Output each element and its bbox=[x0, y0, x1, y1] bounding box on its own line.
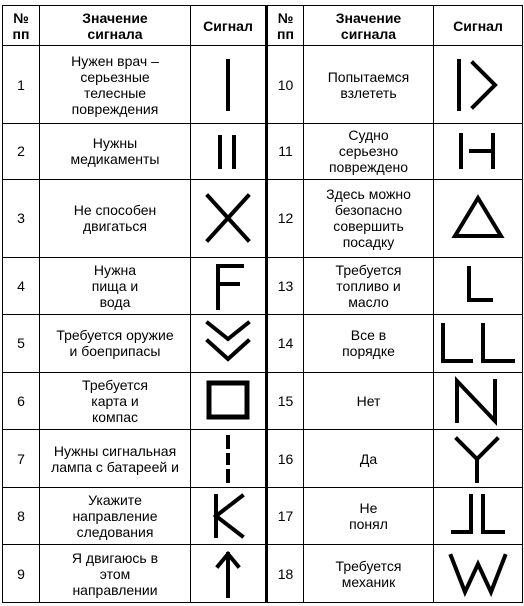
row-num: 12 bbox=[267, 179, 304, 257]
header-meaning-left: Значение сигнала bbox=[40, 6, 191, 46]
header-signal-left: Сигнал bbox=[191, 6, 267, 46]
header-signal-right: Сигнал bbox=[434, 6, 523, 46]
row-meaning: Нет bbox=[304, 372, 434, 430]
row-num: 9 bbox=[3, 545, 40, 603]
double-vertical-line-icon bbox=[191, 124, 267, 180]
row-meaning: Здесь можно безопасно совершить посадку bbox=[304, 179, 434, 257]
letter-k-icon bbox=[191, 487, 267, 545]
row-num: 8 bbox=[3, 487, 40, 545]
row-meaning: Требуется топливо и масло bbox=[304, 257, 434, 315]
row-meaning: Все в порядке bbox=[304, 315, 434, 373]
table-row bbox=[3, 315, 523, 373]
x-cross-icon bbox=[191, 179, 267, 257]
dashed-vertical-line-icon bbox=[191, 430, 267, 488]
letter-n-icon bbox=[434, 372, 523, 430]
table-row bbox=[3, 124, 523, 180]
row-num: 14 bbox=[267, 315, 304, 373]
letter-y-icon bbox=[434, 430, 523, 488]
row-meaning: Да bbox=[304, 430, 434, 488]
reversed-jl-icon bbox=[434, 487, 523, 545]
ground-to-air-signals-table bbox=[2, 5, 523, 603]
letter-f-icon bbox=[191, 257, 267, 315]
bar-triangle-icon bbox=[434, 46, 523, 124]
header-num-left: № пп bbox=[3, 6, 40, 46]
row-num: 16 bbox=[267, 430, 304, 488]
row-num: 2 bbox=[3, 124, 40, 180]
single-vertical-line-icon bbox=[191, 46, 267, 124]
row-num: 11 bbox=[267, 124, 304, 180]
row-meaning: Нужны медикаменты bbox=[40, 124, 191, 180]
row-num: 5 bbox=[3, 315, 40, 373]
table-row bbox=[3, 372, 523, 430]
row-meaning: Попытаемся взлететь bbox=[304, 46, 434, 124]
header-num-right: № пп bbox=[267, 6, 304, 46]
row-num: 7 bbox=[3, 430, 40, 488]
row-num: 15 bbox=[267, 372, 304, 430]
row-num: 18 bbox=[267, 545, 304, 603]
row-meaning: Судно серьезно повреждено bbox=[304, 124, 434, 180]
row-num: 13 bbox=[267, 257, 304, 315]
table-row bbox=[3, 46, 523, 124]
row-num: 4 bbox=[3, 257, 40, 315]
row-num: 10 bbox=[267, 46, 304, 124]
row-meaning: Требуется механик bbox=[304, 545, 434, 603]
table-row bbox=[3, 257, 523, 315]
double-chevron-down-icon bbox=[191, 315, 267, 373]
row-meaning: Требуется оружие и боеприпасы bbox=[40, 315, 191, 373]
row-num: 17 bbox=[267, 487, 304, 545]
row-meaning: Требуется карта и компас bbox=[40, 372, 191, 430]
row-meaning: Я двигаюсь в этом направлении bbox=[40, 545, 191, 603]
row-num: 6 bbox=[3, 372, 40, 430]
row-num: 3 bbox=[3, 179, 40, 257]
header-meaning-right: Значение сигнала bbox=[304, 6, 434, 46]
square-icon bbox=[191, 372, 267, 430]
table-row bbox=[3, 430, 523, 488]
row-meaning: Не способен двигаться bbox=[40, 179, 191, 257]
header-row bbox=[3, 6, 523, 46]
table-row bbox=[3, 487, 523, 545]
row-meaning: Нужен врач – серьезные телесные повреждения bbox=[40, 46, 191, 124]
letter-w-icon bbox=[434, 545, 523, 603]
letter-l-icon bbox=[434, 257, 523, 315]
table-row bbox=[3, 179, 523, 257]
row-num: 1 bbox=[3, 46, 40, 124]
letter-h-icon bbox=[434, 124, 523, 180]
row-meaning: Не понял bbox=[304, 487, 434, 545]
row-meaning: Нужны сигнальная лампа с батареей и bbox=[40, 430, 191, 488]
double-letter-l-icon bbox=[434, 315, 523, 373]
row-meaning: Нужна пища и вода bbox=[40, 257, 191, 315]
arrow-up-icon bbox=[191, 545, 267, 603]
row-meaning: Укажите направление следования bbox=[40, 487, 191, 545]
table-row bbox=[3, 545, 523, 603]
triangle-icon bbox=[434, 179, 523, 257]
